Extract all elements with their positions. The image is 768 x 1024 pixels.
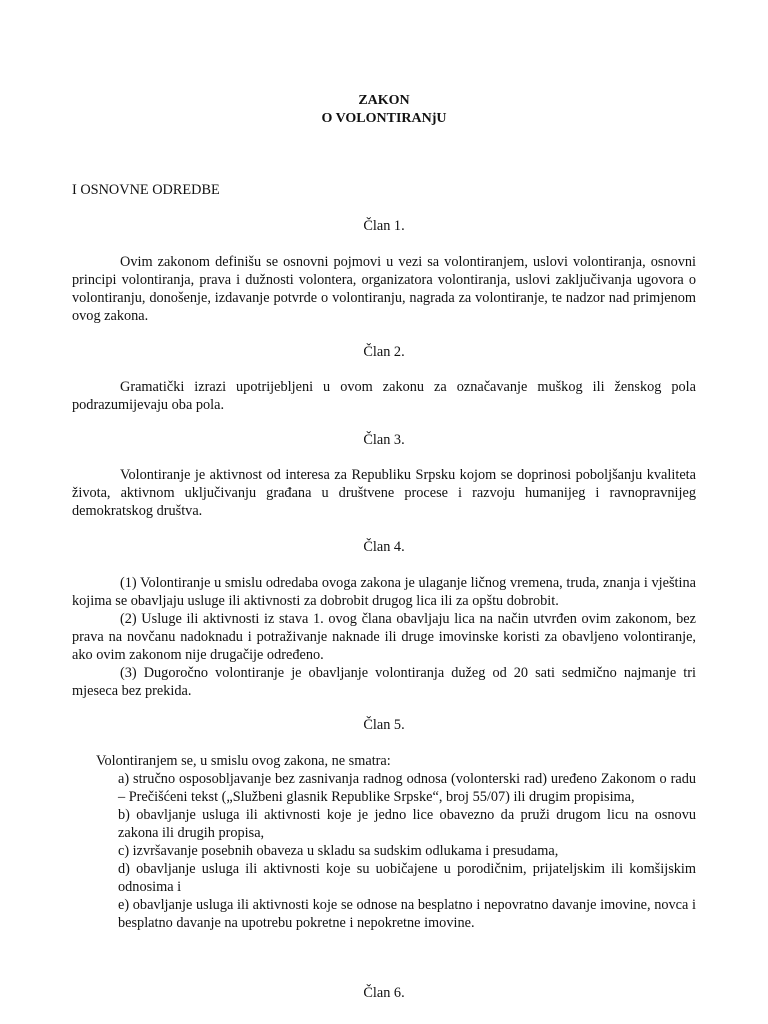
list-item: c) izvršavanje posebnih obaveza u skladu sa sudskim odlukama i presudama, (118, 843, 559, 859)
article-4-paragraph-3: (3) Dugoročno volontiranje je obavljanje volontiranja dužeg od 20 sati sedmično najmanje tri mjeseca bez prekida. (72, 665, 696, 699)
article-3-heading: Član 3. (363, 432, 405, 448)
article-5-intro: Volontiranjem se, u smislu ovog zakona, ne smatra: (96, 753, 391, 769)
section-heading: I OSNOVNE ODREDBE (72, 182, 220, 198)
article-1-paragraph: Ovim zakonom definišu se osnovni pojmovi u vezi sa volontiranjem, uslovi volontiranja, osnovni principi volontiranja, prava i dužnosti volontera, organizatora volontiranja, uslovi zaključivanja ugovora o volontiranju, donošenje, izdavanje potvrde o volontiranju, nagrada za volontiranje, te nadzor nad primjenom ovog zakona. (72, 254, 696, 324)
article-4-body (72, 574, 696, 700)
article-2-heading: Član 2. (363, 344, 405, 360)
article-1-heading: Član 1. (363, 218, 405, 234)
article-3-paragraph: Volontiranje je aktivnost od interesa za Republiku Srpsku kojom se doprinosi poboljšanju kvaliteta života, aktivnom uključivanju građana u društvene procese i razvoju humanijeg i ravnopravnijeg demokratskog društva. (72, 467, 696, 519)
list-item: e) obavljanje usluga ili aktivnosti koje se odnose na besplatno i nepovratno davanje imovine, novca i besplatno davanje na upotrebu pokretne i nepokretne imovine. (118, 897, 696, 931)
list-item: d) obavljanje usluga ili aktivnosti koje su uobičajene u porodičnim, prijateljskim ili komšijskim odnosima i (118, 861, 696, 895)
article-6-heading: Član 6. (363, 985, 405, 1001)
law-title-line1: ZAKON (358, 93, 410, 108)
article-4-paragraph-2: (2) Usluge ili aktivnosti iz stava 1. ovog člana obavljaju lica na način utvrđen ovim zakonom, bez prava na novčanu nadoknadu i potraživanje naknade ili druge imovinske koristi za obavljeno volontiranje, ako ovim zakonom nije drugačije određeno. (72, 611, 696, 663)
list-item: b) obavljanje usluga ili aktivnosti koje je jedno lice obavezno da pruži drugom licu na osnovu zakona ili drugih propisa, (118, 807, 696, 841)
article-4-paragraph-1: (1) Volontiranje u smislu odredaba ovoga zakona je ulaganje ličnog vremena, truda, znanja i vještina kojima se obavljaju usluge ili aktivnosti za dobrobit drugog lica ili za opštu dobrobit. (72, 575, 696, 609)
article-4-heading: Član 4. (363, 539, 405, 555)
article-5-heading: Član 5. (363, 717, 405, 733)
law-title (72, 92, 696, 128)
article-2-paragraph: Gramatički izrazi upotrijebljeni u ovom zakonu za označavanje muškog ili ženskog pola podrazumijevaju oba pola. (72, 379, 696, 413)
article-5-list (118, 770, 696, 932)
law-title-line2: O VOLONTIRANjU (321, 111, 447, 126)
list-item: a) stručno osposobljavanje bez zasnivanja radnog odnosa (volonterski rad) uređeno Zakonom o radu – Prečišćeni tekst („Službeni glasnik Republike Srpske“, broj 55/07) ili drugim propisima, (118, 771, 696, 805)
